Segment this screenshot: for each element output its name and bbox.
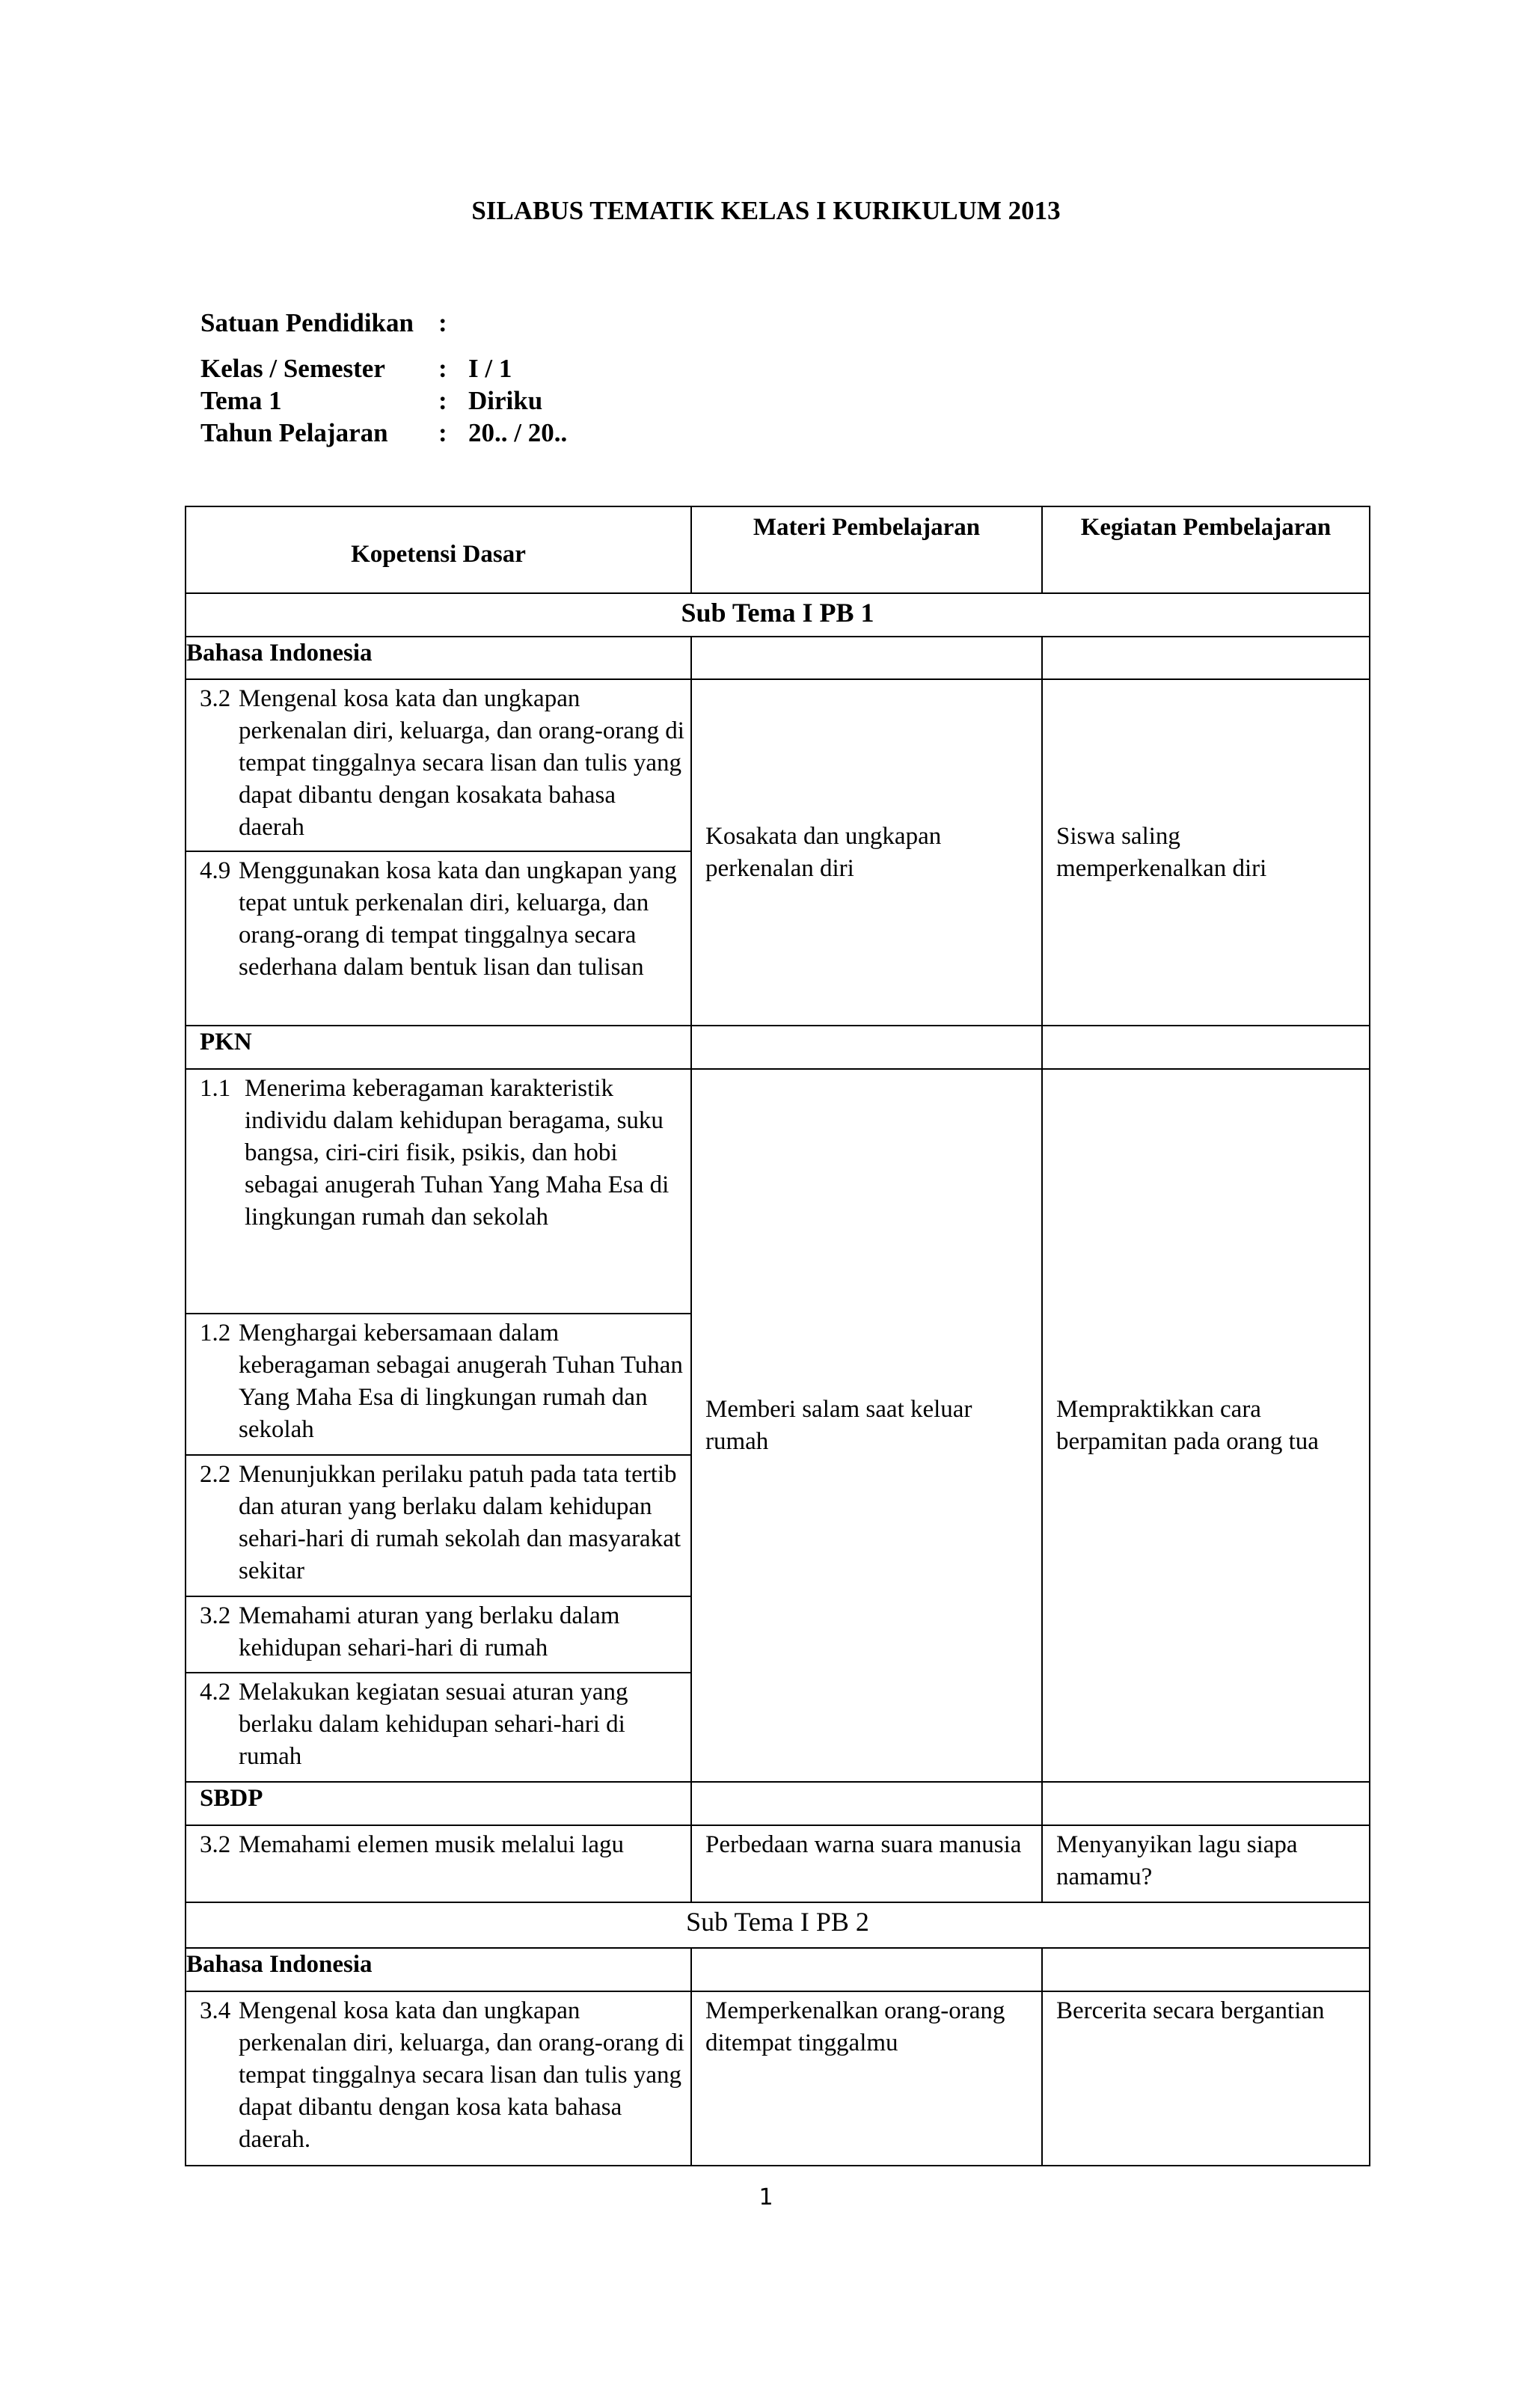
subject-row (186, 1948, 1370, 1991)
subject-label: SBDP (186, 1782, 691, 1825)
header-kompetensi: Kopetensi Dasar (186, 506, 691, 593)
meta-label: Tema 1 (200, 386, 282, 415)
kegiatan-cell: Bercerita secara bergantian (1042, 1991, 1370, 2166)
kd-text: Menggunakan kosa kata dan ungkapan yang tepat untuk perkenalan diri, keluarga, dan orang-orang di tempat tinggalnya secara sederhana dalam bentuk lisan dan tulisan (239, 857, 677, 981)
meta-value: I / 1 (468, 354, 512, 383)
kd-cell (186, 1069, 691, 1314)
empty-cell (1042, 1026, 1370, 1069)
empty-cell (1042, 1782, 1370, 1825)
kd-number: 1.2 (200, 1320, 231, 1347)
subject-label: Bahasa Indonesia (186, 1948, 691, 1991)
kd-cell (186, 679, 691, 851)
kd-cell (186, 1991, 691, 2166)
kd-number: 4.2 (200, 1679, 231, 1706)
empty-cell (691, 1026, 1042, 1069)
kd-text: Melakukan kegiatan sesuai aturan yang berlaku dalam kehidupan sehari-hari di rumah (239, 1679, 628, 1770)
page-number: 1 (759, 2184, 773, 2211)
kd-number: 3.2 (200, 685, 231, 712)
meta-label: Tahun Pelajaran (200, 418, 388, 447)
kd-number: 3.2 (200, 1602, 231, 1629)
materi-cell: Kosakata dan ungkapan perkenalan diri (691, 679, 1042, 1026)
header-kegiatan: Kegiatan Pembelajaran (1042, 506, 1370, 593)
kd-text: Memahami elemen musik melalui lagu (239, 1831, 625, 1858)
header-materi: Materi Pembelajaran (691, 506, 1042, 593)
subtema-title: Sub Tema I PB 1 (186, 593, 1370, 637)
table-row (186, 679, 1370, 851)
kd-number: 3.4 (200, 1997, 231, 2024)
materi-cell: Memberi salam saat keluar rumah (691, 1069, 1042, 1782)
materi-cell: Memperkenalkan orang-orang ditempat tinggalmu (691, 1991, 1042, 2166)
kd-number: 2.2 (200, 1461, 231, 1488)
empty-cell (1042, 1948, 1370, 1991)
materi-cell: Perbedaan warna suara manusia (691, 1825, 1042, 1902)
kegiatan-cell: Menyanyikan lagu siapa namamu? (1042, 1825, 1370, 1902)
kd-cell (186, 1455, 691, 1596)
subject-row (186, 1026, 1370, 1069)
kd-text: Mengenal kosa kata dan ungkapan perkenalan diri, keluarga, dan orang-orang di tempat tinggalnya secara lisan dan tulis yang dapat dibantu dengan kosakata bahasa daerah (239, 685, 684, 841)
syllabus-table (185, 506, 1370, 2166)
kd-number: 1.1 (200, 1075, 231, 1102)
meta-separator: : (438, 354, 447, 383)
kd-cell (186, 1673, 691, 1782)
kd-cell (186, 1596, 691, 1673)
meta-separator: : (438, 308, 447, 337)
kd-number: 4.9 (200, 857, 231, 884)
document-title: SILABUS TEMATIK KELAS I KURIKULUM 2013 (471, 196, 1061, 225)
kd-cell (186, 1314, 691, 1455)
meta-separator: : (438, 386, 447, 415)
empty-cell (691, 1948, 1042, 1991)
kd-text: Menerima keberagaman karakteristik individu dalam kehidupan beragama, suku bangsa, ciri-ciri fisik, psikis, dan hobi sebagai anugerah Tuhan Yang Maha Esa di lingkungan rumah dan sekolah (245, 1075, 670, 1231)
kd-number: 3.2 (200, 1831, 231, 1858)
subject-row (186, 1782, 1370, 1825)
empty-cell (691, 1782, 1042, 1825)
kd-cell (186, 851, 691, 1026)
empty-cell (691, 637, 1042, 679)
kegiatan-cell: Siswa saling memperkenalkan diri (1042, 679, 1370, 1026)
meta-label: Kelas / Semester (200, 354, 385, 383)
subtema-row (186, 593, 1370, 637)
empty-cell (1042, 637, 1370, 679)
subject-label: PKN (186, 1026, 691, 1069)
subtema-title: Sub Tema I PB 2 (186, 1902, 1370, 1948)
table-row (186, 1991, 1370, 2166)
subtema-row (186, 1902, 1370, 1948)
kd-text: Mengenal kosa kata dan ungkapan perkenalan diri, keluarga, dan orang-orang di tempat tinggalnya secara lisan dan tulis yang dapat dibantu dengan kosa kata bahasa daerah. (239, 1997, 684, 2153)
subject-label: Bahasa Indonesia (186, 637, 691, 679)
kd-text: Menghargai kebersamaan dalam keberagaman sebagai anugerah Tuhan Tuhan Yang Maha Esa di lingkungan rumah dan sekolah (239, 1320, 683, 1443)
kd-cell (186, 1825, 691, 1902)
meta-value: Diriku (468, 386, 543, 415)
table-row (186, 1825, 1370, 1902)
table-row (186, 1069, 1370, 1314)
table-header-row (186, 506, 1370, 593)
meta-label: Satuan Pendidikan (200, 308, 414, 337)
kd-text: Menunjukkan perilaku patuh pada tata tertib dan aturan yang berlaku dalam kehidupan sehari-hari di rumah sekolah dan masyarakat sekitar (239, 1461, 681, 1584)
meta-separator: : (438, 418, 447, 447)
subject-row (186, 637, 1370, 679)
meta-value: 20.. / 20.. (468, 418, 568, 447)
kegiatan-cell: Mempraktikkan cara berpamitan pada orang tua (1042, 1069, 1370, 1782)
kd-text: Memahami aturan yang berlaku dalam kehidupan sehari-hari di rumah (239, 1602, 620, 1661)
